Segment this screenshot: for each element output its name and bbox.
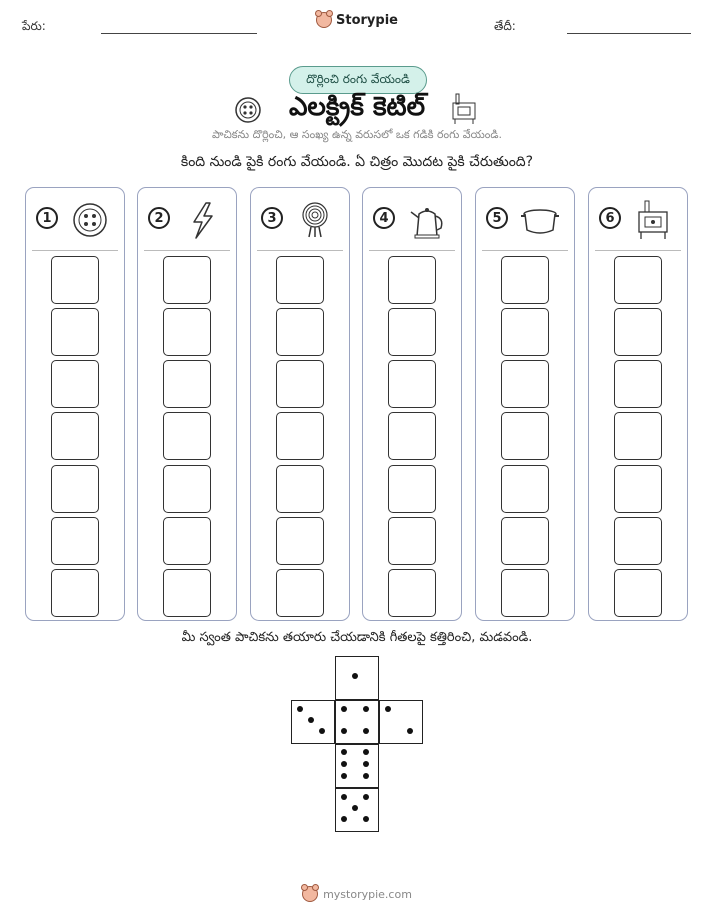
dice-pip — [385, 706, 391, 712]
color-box[interactable] — [614, 360, 662, 408]
column-divider — [32, 250, 118, 251]
footer — [0, 886, 714, 902]
color-box[interactable] — [501, 465, 549, 513]
column-divider — [369, 250, 455, 251]
color-box[interactable] — [388, 517, 436, 565]
color-box[interactable] — [614, 412, 662, 460]
color-box[interactable] — [276, 360, 324, 408]
color-box[interactable] — [163, 569, 211, 617]
color-box[interactable] — [276, 412, 324, 460]
color-box[interactable] — [501, 308, 549, 356]
color-box[interactable] — [276, 569, 324, 617]
color-box[interactable] — [163, 412, 211, 460]
column-1 — [25, 187, 125, 621]
brand-logo — [0, 12, 714, 28]
column-number: 5 — [486, 207, 508, 229]
dice-pip — [341, 816, 347, 822]
column-number: 3 — [261, 207, 283, 229]
dice-pip — [319, 728, 325, 734]
dice-pip — [363, 749, 369, 755]
color-box[interactable] — [614, 308, 662, 356]
footer-url: mystorypie.com — [323, 887, 412, 901]
color-box[interactable] — [51, 517, 99, 565]
bear-icon — [316, 12, 332, 28]
color-box[interactable] — [163, 256, 211, 304]
dice-pip — [341, 728, 347, 734]
dice-pip — [352, 805, 358, 811]
dice-pip — [363, 728, 369, 734]
dice-pip — [308, 717, 314, 723]
color-box[interactable] — [276, 256, 324, 304]
color-box[interactable] — [276, 465, 324, 513]
dice-face-4 — [335, 700, 379, 744]
column-4 — [362, 187, 462, 621]
color-box[interactable] — [614, 256, 662, 304]
dice-face-6 — [335, 744, 379, 788]
dice-pip — [407, 728, 413, 734]
color-box[interactable] — [501, 569, 549, 617]
activity-badge: దొర్లించి రంగు వేయండి — [289, 66, 427, 94]
subtitle: పాచికను దొర్లించి, ఆ సంఖ్య ఉన్న వరుసలో ఒక గడికి రంగు వేయండి. — [212, 128, 502, 141]
color-box[interactable] — [388, 308, 436, 356]
color-box[interactable] — [388, 569, 436, 617]
column-number: 4 — [373, 207, 395, 229]
color-box[interactable] — [51, 412, 99, 460]
date-line — [567, 33, 691, 34]
color-box[interactable] — [501, 517, 549, 565]
column-number: 2 — [148, 207, 170, 229]
column-divider — [595, 250, 681, 251]
column-divider — [482, 250, 568, 251]
page-title: ఎలక్ట్రిక్ కెటిల్ — [288, 92, 426, 122]
color-box[interactable] — [501, 256, 549, 304]
dice-pip — [341, 761, 347, 767]
dice-pip — [363, 761, 369, 767]
color-box[interactable] — [614, 517, 662, 565]
dice-pip — [297, 706, 303, 712]
date-label: తేదీ: — [494, 19, 516, 33]
column-5 — [475, 187, 575, 621]
dice-pip — [363, 794, 369, 800]
bear-icon — [302, 886, 318, 902]
dice-pip — [341, 794, 347, 800]
dice-pip — [341, 749, 347, 755]
dice-pip — [363, 706, 369, 712]
color-box[interactable] — [388, 256, 436, 304]
brand-name: Storypie — [336, 12, 398, 28]
dice-pip — [363, 816, 369, 822]
dice-face-3 — [291, 700, 335, 744]
pot-icon — [520, 200, 560, 240]
dice-pip — [341, 706, 347, 712]
cut-instruction: మీ స్వంత పాచికను తయారు చేయడానికి గీతలపై కత్తిరించి, మడవండి. — [181, 630, 533, 645]
dice-pip — [352, 673, 358, 679]
color-box[interactable] — [388, 360, 436, 408]
column-divider — [144, 250, 230, 251]
color-box[interactable] — [51, 569, 99, 617]
color-box[interactable] — [51, 360, 99, 408]
color-box[interactable] — [501, 360, 549, 408]
column-6 — [588, 187, 688, 621]
color-box[interactable] — [614, 569, 662, 617]
color-box[interactable] — [276, 517, 324, 565]
color-box[interactable] — [51, 465, 99, 513]
column-3 — [250, 187, 350, 621]
dice-face-2 — [379, 700, 423, 744]
name-label: పేరు: — [22, 19, 46, 33]
column-2 — [137, 187, 237, 621]
dice-pip — [363, 773, 369, 779]
color-box[interactable] — [614, 465, 662, 513]
column-number: 6 — [599, 207, 621, 229]
stove-icon — [633, 200, 673, 240]
column-number: 1 — [36, 207, 58, 229]
coil-icon — [295, 200, 335, 240]
color-box[interactable] — [501, 412, 549, 460]
color-box[interactable] — [388, 465, 436, 513]
instruction: కింది నుండి పైకి రంగు వేయండి. ఏ చిత్రం మొదట పైకి చేరుతుంది? — [180, 154, 534, 170]
color-box[interactable] — [163, 360, 211, 408]
color-box[interactable] — [276, 308, 324, 356]
dice-face-5 — [335, 788, 379, 832]
dice-face-1 — [335, 656, 379, 700]
name-line — [101, 33, 257, 34]
stove-icon — [450, 92, 478, 126]
color-box[interactable] — [163, 308, 211, 356]
color-box[interactable] — [51, 308, 99, 356]
column-divider — [257, 250, 343, 251]
lightning-bolt-icon — [182, 200, 222, 240]
color-box[interactable] — [163, 465, 211, 513]
color-box[interactable] — [163, 517, 211, 565]
button-icon — [70, 200, 110, 240]
color-box[interactable] — [388, 412, 436, 460]
color-box[interactable] — [51, 256, 99, 304]
kettle-icon — [407, 200, 447, 240]
dice-pip — [341, 773, 347, 779]
